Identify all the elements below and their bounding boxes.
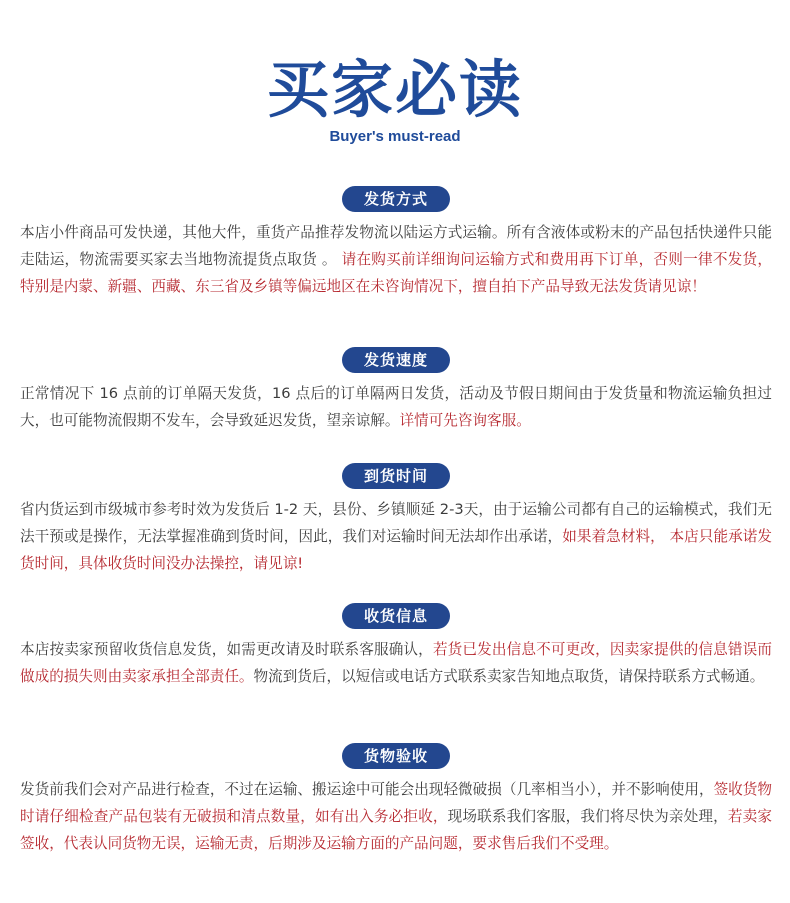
body-text: 现场联系我们客服，我们将尽快为亲处理， bbox=[447, 808, 728, 825]
section-badge: 货物验收 bbox=[342, 743, 450, 769]
warning-text: 若货已发出信息不可更改，因卖家提供的信息错误而做成的损失则由卖家承担全部责任。 bbox=[20, 641, 772, 685]
section-badge: 发货方式 bbox=[342, 186, 450, 212]
warning-text: 详情可先咨询客服。 bbox=[399, 412, 531, 429]
section-body bbox=[20, 636, 772, 690]
warning-text: 请在购买前详细询问运输方式和费用再下订单，否则一律不发货，特别是内蒙、新疆、西藏、东三省及乡镇等偏远地区在未咨询情况下，擅自拍下产品导致无法发货请见谅！ bbox=[20, 251, 772, 295]
section-shipping-method bbox=[20, 186, 772, 300]
section-goods-inspection bbox=[20, 743, 772, 857]
body-text: 本店按卖家预留收货信息发货，如需更改请及时联系客服确认， bbox=[20, 641, 433, 658]
section-body bbox=[20, 380, 772, 434]
body-text: 物流到货后，以短信或电话方式联系卖家告知地点取货，请保持联系方式畅通。 bbox=[253, 668, 765, 685]
section-badge: 到货时间 bbox=[342, 463, 450, 489]
section-shipping-speed bbox=[20, 347, 772, 434]
section-body bbox=[20, 776, 772, 857]
body-text: 发货前我们会对产品进行检查，不过在运输、搬运途中可能会出现轻微破损（几率相当小），并不影响使用， bbox=[20, 781, 714, 798]
body-text: 省内货运到市级城市参考时效为发货后 1-2 天，县份、乡镇顺延 2-3天，由于运输公司都有自己的运输模式，我们无法干预或是操作，无法掌握准确到货时间，因此，我们对运输时间无法却作出承诺， bbox=[20, 501, 772, 545]
page-title: 买家必读 bbox=[266, 53, 523, 126]
page-subtitle: Buyer's must-read bbox=[329, 128, 461, 145]
warning-text: 如果着急材料， 本店只能承诺发货时间，具体收货时间没办法操控，请见谅! bbox=[20, 528, 772, 572]
warning-text: 签收货物时请仔细检查产品包装有无破损和清点数量，如有出入务必拒收， bbox=[20, 781, 772, 825]
section-arrival-time bbox=[20, 463, 772, 577]
section-body bbox=[20, 496, 772, 577]
body-text: 本店小件商品可发快递，其他大件，重货产品推荐发物流以陆运方式运输。所有含液体或粉末的产品包括快递件只能走陆运，物流需要买家去当地物流提货点取货 。 bbox=[20, 224, 772, 268]
section-receiving-info bbox=[20, 603, 772, 690]
warning-text: 若卖家签收，代表认同货物无误，运输无责，后期涉及运输方面的产品问题，要求售后我们不受理。 bbox=[20, 808, 772, 852]
section-badge: 收货信息 bbox=[342, 603, 450, 629]
section-body bbox=[20, 219, 772, 300]
body-text: 正常情况下 16 点前的订单隔天发货，16 点后的订单隔两日发货，活动及节假日期间由于发货量和物流运输负担过大，也可能物流假期不发车，会导致延迟发货，望亲谅解。 bbox=[20, 385, 772, 429]
section-badge: 发货速度 bbox=[342, 347, 450, 373]
